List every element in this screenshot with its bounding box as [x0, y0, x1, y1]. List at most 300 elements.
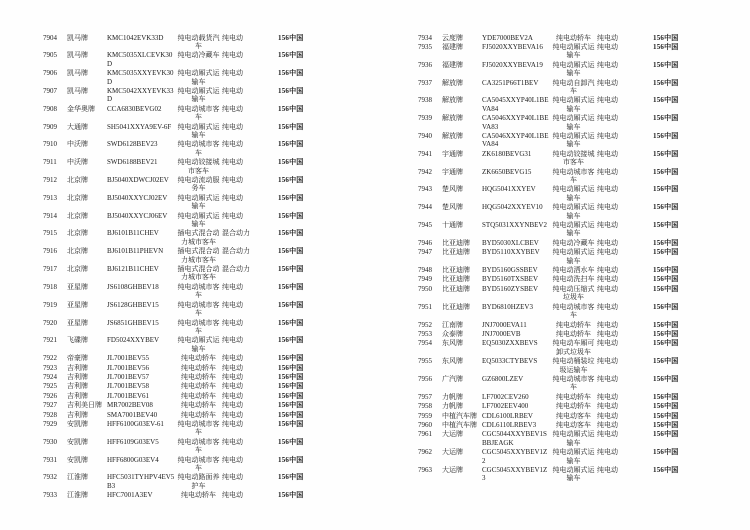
model-cell: JL7001BEV57	[107, 372, 149, 381]
brand-cell: 十通牌	[442, 221, 463, 230]
row-number: 7943	[418, 185, 432, 194]
table-row	[418, 374, 698, 392]
model-cell: CA5046XXYP40L1BEVA84	[482, 131, 549, 149]
brand-cell: 吉利牌	[67, 372, 88, 381]
model-cell: CA3251P66T1BEV	[482, 78, 539, 87]
type-cell: 纯电动城市客车	[177, 419, 220, 437]
table-row	[418, 284, 698, 302]
table-row	[418, 149, 698, 167]
origin-cell: 156中国	[653, 238, 679, 247]
type-cell: 纯电动厢式运输车	[552, 221, 595, 238]
type-cell: 纯电动厢式运输车	[552, 42, 595, 60]
type-cell: 纯电动客车	[556, 420, 591, 429]
brand-cell: 解放牌	[442, 96, 463, 105]
type-cell: 纯电动城市客车	[552, 167, 595, 184]
row-number: 7919	[43, 300, 57, 309]
model-cell: JS6108GHBEV18	[107, 282, 159, 291]
row-number: 7921	[43, 336, 57, 345]
row-number: 7944	[418, 203, 432, 212]
origin-cell: 156中国	[653, 33, 679, 42]
row-number: 7945	[418, 221, 432, 230]
type-cell: 纯电动桶装垃圾运输车	[552, 357, 595, 374]
origin-cell: 156中国	[278, 122, 304, 131]
type-cell: 纯电动厢式运输车	[552, 448, 595, 465]
type-cell: 纯电动厢式运输车	[177, 211, 220, 229]
brand-cell: 力帆牌	[442, 402, 463, 411]
table-row	[43, 391, 323, 400]
fuel-cell: 纯电动	[222, 410, 243, 419]
row-number: 7930	[43, 437, 57, 446]
table-row	[418, 96, 698, 114]
type-cell: 纯电动轿车	[181, 354, 216, 363]
table-row	[43, 336, 323, 354]
type-cell: 纯电动厢式运输车	[552, 114, 595, 131]
origin-cell: 156中国	[653, 131, 679, 140]
table-row	[43, 158, 323, 176]
origin-cell: 156中国	[278, 391, 304, 400]
fuel-cell: 纯电动	[597, 275, 618, 284]
origin-cell: 156中国	[278, 491, 304, 500]
table-row	[418, 430, 698, 448]
origin-cell: 156中国	[278, 265, 304, 274]
type-cell: 纯电动轿车	[181, 401, 216, 410]
fuel-cell: 纯电动	[222, 211, 243, 220]
model-cell: JL7001BEV61	[107, 391, 149, 400]
type-cell: 纯电动轿车	[181, 491, 216, 500]
model-cell: KMC1042EVK33D	[107, 33, 164, 42]
origin-cell: 156中国	[278, 158, 304, 167]
brand-cell: 江淮牌	[67, 473, 88, 482]
model-cell: YDE7000BEV2A	[482, 33, 533, 42]
row-number: 7938	[418, 96, 432, 105]
origin-cell: 156中国	[278, 410, 304, 419]
row-number: 7918	[43, 282, 57, 291]
type-cell: 纯电动厢式运输车	[552, 248, 595, 265]
brand-cell: 比亚迪牌	[442, 284, 470, 293]
type-cell: 纯电动洗扫车	[552, 275, 595, 284]
model-cell: BJ6101B11PHEVN	[107, 247, 164, 256]
row-number: 7920	[43, 318, 57, 327]
model-cell: JNJ7000EVB	[482, 329, 521, 338]
fuel-cell: 纯电动	[222, 382, 243, 391]
table-row	[418, 448, 698, 466]
type-cell: 纯电动流动服务车	[177, 176, 220, 193]
model-cell: CGC5044XXYBEV1SBBJEAGK	[482, 430, 547, 447]
row-number: 7935	[418, 42, 432, 51]
model-cell: HFF6800G03EV4	[107, 455, 159, 464]
row-number: 7907	[43, 86, 57, 95]
type-cell: 纯电动城市客车	[177, 282, 220, 300]
origin-cell: 156中国	[278, 455, 304, 464]
model-cell: BYD5160TXSBEV	[482, 275, 539, 284]
table-row	[43, 193, 323, 211]
row-number: 7952	[418, 320, 432, 329]
brand-cell: 北京牌	[67, 247, 88, 256]
model-cell: LF7002EEV400	[482, 402, 529, 411]
row-number: 7960	[418, 420, 432, 429]
model-cell: GZ6800LZEV	[482, 374, 524, 383]
origin-cell: 156中国	[653, 430, 679, 439]
row-number: 7948	[418, 266, 432, 275]
type-cell: 纯电动轿车	[556, 402, 591, 411]
type-cell: 纯电动厢式运输车	[552, 96, 595, 113]
origin-cell: 156中国	[278, 140, 304, 149]
type-cell: 纯电动厢式运输车	[177, 193, 220, 211]
table-row	[43, 176, 323, 194]
row-number: 7932	[43, 473, 57, 482]
fuel-cell: 纯电动	[222, 401, 243, 410]
model-cell: BJ6121B11CHEV	[107, 265, 159, 274]
origin-cell: 156中国	[278, 247, 304, 256]
fuel-cell: 纯电动	[222, 363, 243, 372]
fuel-cell: 纯电动	[222, 336, 243, 345]
model-cell: CGC5045XXYBEV1Z3	[482, 466, 548, 483]
row-number: 7909	[43, 122, 57, 131]
table-row	[43, 122, 323, 140]
row-number: 7908	[43, 104, 57, 113]
type-cell: 纯电动城市客车	[177, 104, 220, 122]
model-cell: CDL6100LRBEV	[482, 411, 533, 420]
origin-cell: 156中国	[653, 448, 679, 457]
row-number: 7946	[418, 238, 432, 247]
row-number: 7936	[418, 60, 432, 69]
row-number: 7958	[418, 402, 432, 411]
brand-cell: 大运牌	[442, 466, 463, 474]
table-row	[43, 354, 323, 363]
vehicle-table-left	[43, 33, 323, 500]
brand-cell: 北京牌	[67, 265, 88, 274]
type-cell: 纯电动城市客车	[552, 374, 595, 392]
origin-cell: 156中国	[653, 149, 679, 158]
fuel-cell: 纯电动	[597, 266, 618, 275]
brand-cell: 金华奥牌	[67, 104, 95, 113]
brand-cell: 凯马牌	[67, 69, 88, 78]
fuel-cell: 纯电动	[597, 149, 618, 158]
fuel-cell: 纯电动	[597, 42, 618, 51]
brand-cell: 北京牌	[67, 193, 88, 202]
model-cell: LF7002CEV260	[482, 392, 529, 401]
row-number: 7905	[43, 51, 57, 60]
model-cell: BYD5160GSSBEV	[482, 266, 538, 275]
brand-cell: 中植汽车牌	[442, 411, 477, 420]
table-row	[418, 411, 698, 420]
origin-cell: 156中国	[278, 33, 304, 42]
type-cell: 纯电动厢式运输车	[552, 60, 595, 78]
row-number: 7947	[418, 248, 432, 257]
fuel-cell: 纯电动	[222, 176, 243, 184]
brand-cell: 凯马牌	[67, 33, 88, 42]
model-cell: BJ5040XXYCJ06EV	[107, 211, 168, 220]
origin-cell: 156中国	[653, 185, 679, 194]
row-number: 7940	[418, 131, 432, 140]
table-row	[418, 248, 698, 266]
type-cell: 插电式混合动力城市客车	[177, 229, 220, 246]
brand-cell: 中植汽车牌	[442, 420, 477, 429]
origin-cell: 156中国	[653, 221, 679, 230]
brand-cell: 江淮牌	[67, 491, 88, 500]
origin-cell: 156中国	[653, 275, 679, 284]
row-number: 7917	[43, 265, 57, 274]
brand-cell: 宇通牌	[442, 167, 463, 176]
fuel-cell: 纯电动	[597, 221, 618, 230]
row-number: 7962	[418, 448, 432, 457]
row-number: 7939	[418, 114, 432, 123]
brand-cell: 福建牌	[442, 42, 463, 51]
brand-cell: 亚星牌	[67, 282, 88, 291]
fuel-cell: 纯电动	[222, 104, 243, 113]
row-number: 7904	[43, 33, 57, 42]
origin-cell: 156中国	[278, 193, 304, 202]
origin-cell: 156中国	[653, 302, 679, 311]
row-number: 7906	[43, 69, 57, 78]
fuel-cell: 纯电动	[597, 248, 618, 257]
table-row	[418, 392, 698, 401]
model-cell: CGC5045XXYBEV1Z2	[482, 448, 548, 465]
table-row	[418, 466, 698, 484]
fuel-cell: 纯电动	[597, 466, 618, 474]
type-cell: 纯电动载货汽车	[177, 33, 220, 50]
model-cell: HQG5041XXYEV	[482, 185, 536, 194]
origin-cell: 156中国	[653, 203, 679, 212]
row-number: 7956	[418, 374, 432, 383]
table-row	[418, 302, 698, 320]
origin-cell: 156中国	[278, 176, 304, 184]
origin-cell: 156中国	[278, 318, 304, 327]
brand-cell: 吉利牌	[67, 382, 88, 391]
brand-cell: 中沃牌	[67, 140, 88, 149]
table-row	[43, 455, 323, 473]
brand-cell: 大运牌	[442, 430, 463, 439]
table-row	[418, 203, 698, 221]
model-cell: SWD6188BEV21	[107, 158, 158, 167]
model-cell: FD5024XXYBEV	[107, 336, 160, 345]
brand-cell: 中沃牌	[67, 158, 88, 167]
brand-cell: 北京牌	[67, 176, 88, 184]
type-cell: 纯电动铰接城市客车	[552, 149, 595, 167]
model-cell: BJ5040XDWCJ02EV	[107, 176, 169, 184]
model-cell: SH5041XXYA9EV-6F	[107, 122, 172, 131]
table-row	[43, 437, 323, 455]
table-row	[43, 318, 323, 336]
origin-cell: 156中国	[278, 382, 304, 391]
fuel-cell: 纯电动	[597, 203, 618, 212]
fuel-cell: 纯电动	[597, 374, 618, 383]
table-row	[418, 238, 698, 247]
fuel-cell: 纯电动	[222, 69, 243, 78]
row-number: 7942	[418, 167, 432, 176]
model-cell: SMA7001BEV40	[107, 410, 158, 419]
type-cell: 纯电动厢式运输车	[552, 185, 595, 202]
table-row	[418, 33, 698, 42]
fuel-cell: 纯电动	[222, 437, 243, 446]
model-cell: KMC5035XXYEVK30D	[107, 69, 174, 86]
table-row	[43, 300, 323, 318]
row-number: 7913	[43, 193, 57, 202]
brand-cell: 福建牌	[442, 60, 463, 69]
table-row	[418, 78, 698, 96]
row-number: 7953	[418, 329, 432, 338]
fuel-cell: 混合动力	[222, 229, 250, 238]
model-cell: BYD5160ZYSBEV	[482, 284, 539, 293]
row-number: 7914	[43, 211, 57, 220]
table-row	[43, 104, 323, 122]
table-row	[418, 42, 698, 60]
origin-cell: 156中国	[653, 392, 679, 401]
table-row	[43, 33, 323, 51]
type-cell: 纯电动厢式运输车	[552, 466, 595, 483]
brand-cell: 安凯牌	[67, 419, 88, 428]
type-cell: 纯电动洒水车	[552, 266, 595, 275]
type-cell: 纯电动城市客车	[177, 437, 220, 455]
table-row	[43, 382, 323, 391]
brand-cell: 安凯牌	[67, 455, 88, 464]
origin-cell: 156中国	[653, 411, 679, 420]
fuel-cell: 纯电动	[222, 473, 243, 482]
brand-cell: 比亚迪牌	[442, 248, 470, 257]
fuel-cell: 纯电动	[222, 158, 243, 167]
row-number: 7933	[43, 491, 57, 500]
type-cell: 纯电动轿车	[181, 363, 216, 372]
table-row	[43, 69, 323, 87]
fuel-cell: 纯电动	[222, 122, 243, 131]
type-cell: 纯电动厢式运输车	[177, 86, 220, 104]
row-number: 7949	[418, 275, 432, 284]
table-row	[418, 60, 698, 78]
brand-cell: 东风牌	[442, 339, 463, 348]
brand-cell: 楚风牌	[442, 203, 463, 212]
row-number: 7911	[43, 158, 57, 167]
brand-cell: 帝豪牌	[67, 354, 88, 363]
model-cell: CDL6110LRBEV3	[482, 420, 537, 429]
row-number: 7912	[43, 176, 57, 184]
brand-cell: 吉利美日牌	[67, 401, 102, 410]
fuel-cell: 纯电动	[222, 391, 243, 400]
row-number: 7957	[418, 392, 432, 401]
fuel-cell: 纯电动	[222, 318, 243, 327]
brand-cell: 吉利牌	[67, 391, 88, 400]
row-number: 7955	[418, 357, 432, 366]
type-cell: 纯电动路面养护车	[177, 473, 220, 490]
fuel-cell: 纯电动	[222, 193, 243, 202]
brand-cell: 东风牌	[442, 357, 463, 366]
type-cell: 纯电动自卸汽车	[552, 78, 595, 95]
row-number: 7963	[418, 466, 432, 474]
fuel-cell: 混合动力	[222, 265, 250, 274]
model-cell: BYD5110XXYBEV	[482, 248, 540, 257]
row-number: 7915	[43, 229, 57, 238]
origin-cell: 156中国	[278, 282, 304, 291]
type-cell: 纯电动厢式运输车	[552, 203, 595, 220]
fuel-cell: 纯电动	[222, 300, 243, 309]
origin-cell: 156中国	[278, 354, 304, 363]
model-cell: HQG5042XXYEV10	[482, 203, 543, 212]
brand-cell: 北京牌	[67, 211, 88, 220]
type-cell: 纯电动轿车	[181, 372, 216, 381]
origin-cell: 156中国	[278, 300, 304, 309]
type-cell: 纯电动车厢可卸式垃圾车	[552, 339, 595, 356]
vehicle-list-left-column	[43, 33, 323, 500]
model-cell: STQ5031XXYNBEV2	[482, 221, 547, 230]
table-row	[418, 185, 698, 203]
table-row	[43, 363, 323, 372]
origin-cell: 156中国	[278, 51, 304, 60]
type-cell: 纯电动城市客车	[177, 318, 220, 335]
fuel-cell: 纯电动	[597, 284, 618, 293]
type-cell: 纯电动厢式运输车	[177, 122, 220, 139]
row-number: 7910	[43, 140, 57, 149]
brand-cell: 众泰牌	[442, 329, 463, 338]
fuel-cell: 纯电动	[597, 60, 618, 69]
fuel-cell: 纯电动	[222, 354, 243, 363]
brand-cell: 比亚迪牌	[442, 302, 470, 311]
table-row	[418, 114, 698, 132]
model-cell: HFC5031TYHPV4EV5B3	[107, 473, 175, 490]
model-cell: JNJ7000EVA11	[482, 320, 527, 329]
table-row	[43, 401, 323, 410]
origin-cell: 156中国	[653, 266, 679, 275]
fuel-cell: 纯电动	[222, 51, 243, 60]
brand-cell: 江南牌	[442, 320, 463, 329]
fuel-cell: 纯电动	[222, 455, 243, 464]
model-cell: BJ6101B11CHEV	[107, 229, 159, 238]
row-number: 7961	[418, 430, 432, 439]
row-number: 7950	[418, 284, 432, 293]
origin-cell: 156中国	[653, 60, 679, 69]
type-cell: 纯电动冷藏车	[177, 51, 220, 60]
model-cell: BJ5040XXYCJ02EV	[107, 193, 168, 202]
model-cell: SWD6128BEV23	[107, 140, 158, 149]
fuel-cell: 纯电动	[597, 167, 618, 176]
fuel-cell: 纯电动	[597, 448, 618, 457]
origin-cell: 156中国	[653, 329, 679, 338]
fuel-cell: 纯电动	[222, 33, 243, 42]
table-row	[43, 247, 323, 265]
fuel-cell: 纯电动	[597, 96, 618, 105]
vehicle-table-right	[418, 33, 698, 483]
brand-cell: 比亚迪牌	[442, 238, 470, 247]
type-cell: 纯电动客车	[556, 411, 591, 420]
type-cell: 纯电动厢式运输车	[177, 69, 220, 86]
fuel-cell: 纯电动	[597, 420, 618, 429]
fuel-cell: 纯电动	[597, 329, 618, 338]
table-row	[43, 140, 323, 158]
fuel-cell: 纯电动	[222, 282, 243, 291]
origin-cell: 156中国	[653, 96, 679, 105]
brand-cell: 吉利牌	[67, 363, 88, 372]
row-number: 7931	[43, 455, 57, 464]
table-row	[43, 372, 323, 381]
row-number: 7959	[418, 411, 432, 420]
type-cell: 纯电动轿车	[556, 33, 591, 42]
row-number: 7927	[43, 401, 57, 410]
brand-cell: 北京牌	[67, 229, 88, 238]
origin-cell: 156中国	[278, 229, 304, 238]
row-number: 7926	[43, 391, 57, 400]
origin-cell: 156中国	[278, 104, 304, 113]
brand-cell: 云度牌	[442, 33, 463, 42]
type-cell: 纯电动轿车	[181, 391, 216, 400]
brand-cell: 宇通牌	[442, 149, 463, 158]
fuel-cell: 纯电动	[597, 238, 618, 247]
model-cell: HFF6100G03EV-61	[107, 419, 164, 428]
origin-cell: 156中国	[653, 248, 679, 257]
brand-cell: 解放牌	[442, 131, 463, 140]
model-cell: EQ5030ZXXBEVS	[482, 339, 538, 348]
model-cell: CCA6830BEVG02	[107, 104, 162, 113]
origin-cell: 156中国	[653, 167, 679, 176]
type-cell: 纯电动厢式运输车	[552, 430, 595, 447]
fuel-cell: 纯电动	[597, 357, 618, 366]
